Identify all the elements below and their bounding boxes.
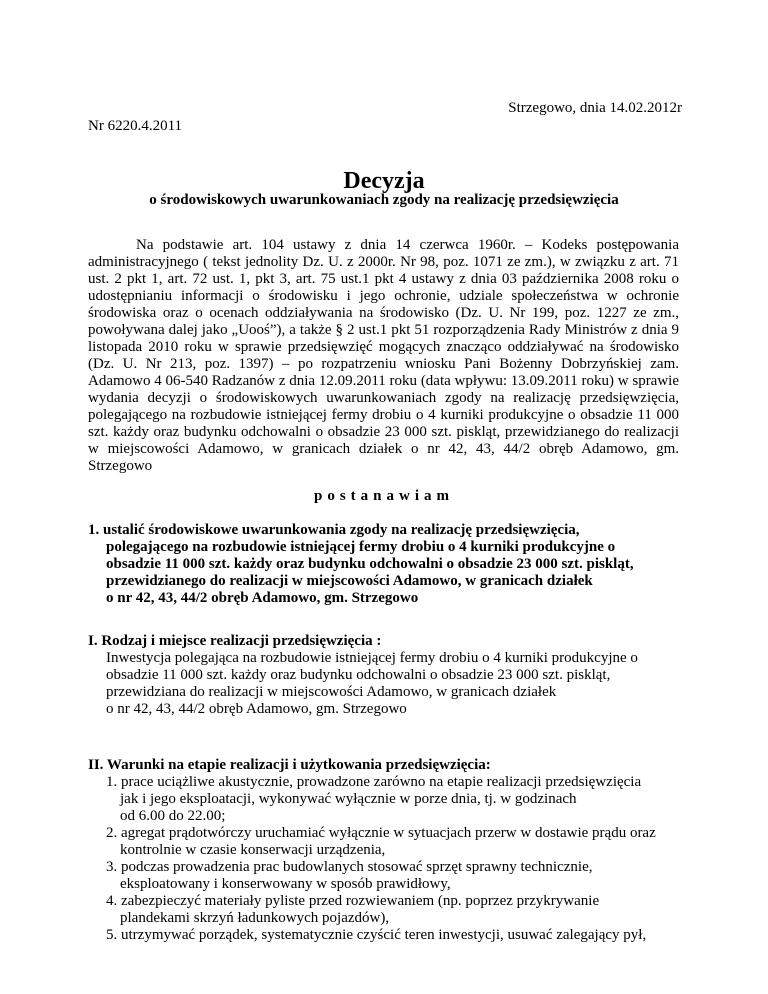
condition-line: 2. agregat prądotwórczy uruchamiać wyłącznie w sytuacjach przerw w dostawie prądu oraz [106,825,656,841]
intro-line: z art. 71 ust. 2 pkt 1, art. 72 ust. 1, pkt 3, art. 75 ust.1 pkt 4 ustawy z dnia 03 października [88,254,680,287]
condition-item [88,893,688,927]
decision-line: 1. ustalić środowiskowe uwarunkowania zgody na realizację przedsięwzięcia, [88,522,580,538]
section-1-heading: I. Rodzaj i miejsce realizacji przedsięwzięcia : [88,633,382,649]
condition-item [88,825,688,859]
intro-line: odchowalni o obsadzie 23 000 szt. piskląt, przewidzianego do realizacji w miejscowości [88,424,679,457]
condition-item [88,774,688,825]
decision-line: o nr 42, 43, 44/2 obręb Adamowo, gm. Strzegowo [106,590,419,606]
intro-line: administracyjnego ( tekst jednolity Dz. U. z 2000r. Nr 98, poz. 1071 ze zm.), w związku [88,254,625,270]
intro-line: Na podstawie art. 104 ustawy z dnia 14 czerwca 1960r. – Kodeks postępowania [136,237,679,253]
intro-line: oddziaływać na środowisko (Dz. U. Nr 213, poz. 1397) – po rozpatrzeniu wniosku [88,339,679,372]
condition-line: kontrolnie w czasie konserwacji urządzenia, [120,842,386,858]
section-1-body [88,650,688,718]
section-2 [88,757,688,944]
intro-line: Ministrów z dnia 9 listopada 2010 roku w sprawie przedsięwzięć mogących znacząco [88,322,680,355]
intro-line: Pani Bożenny Dobrzyńskiej zam. Adamowo 4 06-540 Radzanów z dnia 12.09.2011 roku [88,356,679,389]
decision-point-1 [88,522,684,607]
decision-line: obsadzie 11 000 szt. każdy oraz budynku odchowalni o obsadzie 23 000 szt. piskląt, [106,556,634,572]
condition-item [88,859,688,893]
intro-line: ochronie środowiska oraz o ocenach oddziaływania na środowisko (Dz. U. Nr 199, poz. 1227 [88,288,680,321]
condition-line: eksploatowany i konserwowany w sposób prawidłowy, [120,876,451,892]
intro-line: 2008 roku o udostępnianiu informacji o środowisku i jego ochronie, udziale społeczeństwa w [88,271,679,304]
condition-line: 4. zabezpieczyć materiały pyliste przed rozwiewaniem (np. poprzez przykrywanie [106,893,600,909]
section-1-line: przewidziana do realizacji w miejscowości Adamowo, w granicach działek [106,684,557,700]
condition-line: 5. utrzymywać porządek, systematycznie czyścić teren inwestycji, usuwać zalegający pył, [106,927,647,943]
intro-line: Adamowo, w granicach działek o nr 42, 43, 44/2 obręb Adamowo, gm. Strzegowo [88,441,680,474]
condition-line: 1. prace uciążliwe akustycznie, prowadzone zarówno na etapie realizacji przedsięwzięcia [106,774,642,790]
conditions-list [88,774,688,944]
decision-line: polegającego na rozbudowie istniejącej fermy drobiu o 4 kurniki produkcyjne o [106,539,616,555]
section-1-line: obsadzie 11 000 szt. każdy oraz budynku odchowalni o obsadzie 23 000 szt. piskląt, [106,667,611,683]
intro-line: istniejącej fermy drobiu o 4 kurniki produkcyjne o obsadzie 11 000 szt. każdy oraz budynku [88,407,680,440]
section-1-line: o nr 42, 43, 44/2 obręb Adamowo, gm. Strzegowo [106,701,407,717]
intro-line: ze zm., powoływana dalej jako „Uooś”), a także § 2 ust.1 pkt 51 rozporządzenia Rady [88,305,680,338]
decision-line: przewidzianego do realizacji w miejscowości Adamowo, w granicach działek [106,573,593,589]
section-1 [88,633,688,718]
intro-line: uwarunkowaniach zgody na realizację przedsięwzięcia, polegającego na rozbudowie [88,390,679,423]
condition-line: jak i jego eksploatacji, wykonywać wyłącznie w porze dnia, tj. w godzinach [120,791,577,807]
reference-number: Nr 6220.4.2011 [88,118,183,134]
place-date: Strzegowo, dnia 14.02.2012r [508,100,682,116]
decree-heading: postanawiam [313,488,454,504]
condition-line: 3. podczas prowadzenia prac budowlanych stosować sprzęt sprawny technicznie, [106,859,593,875]
document-title: Decyzja [343,168,425,194]
condition-line: plandekami skrzyń ładunkowych pojazdów), [120,910,390,926]
section-2-heading: II. Warunki na etapie realizacji i użytkowania przedsięwzięcia: [88,757,491,773]
condition-item [88,927,688,944]
condition-line: od 6.00 do 22.00; [120,808,226,824]
intro-line: (data wpływu: 13.09.2011 roku) w sprawie wydania decyzji o środowiskowych [88,373,680,406]
intro-paragraph [88,237,679,475]
section-1-line: Inwestycja polegająca na rozbudowie istniejącej fermy drobiu o 4 kurniki produkcyjne o [106,650,638,666]
document-subtitle: o środowiskowych uwarunkowaniach zgody na realizację przedsięwzięcia [149,192,619,208]
